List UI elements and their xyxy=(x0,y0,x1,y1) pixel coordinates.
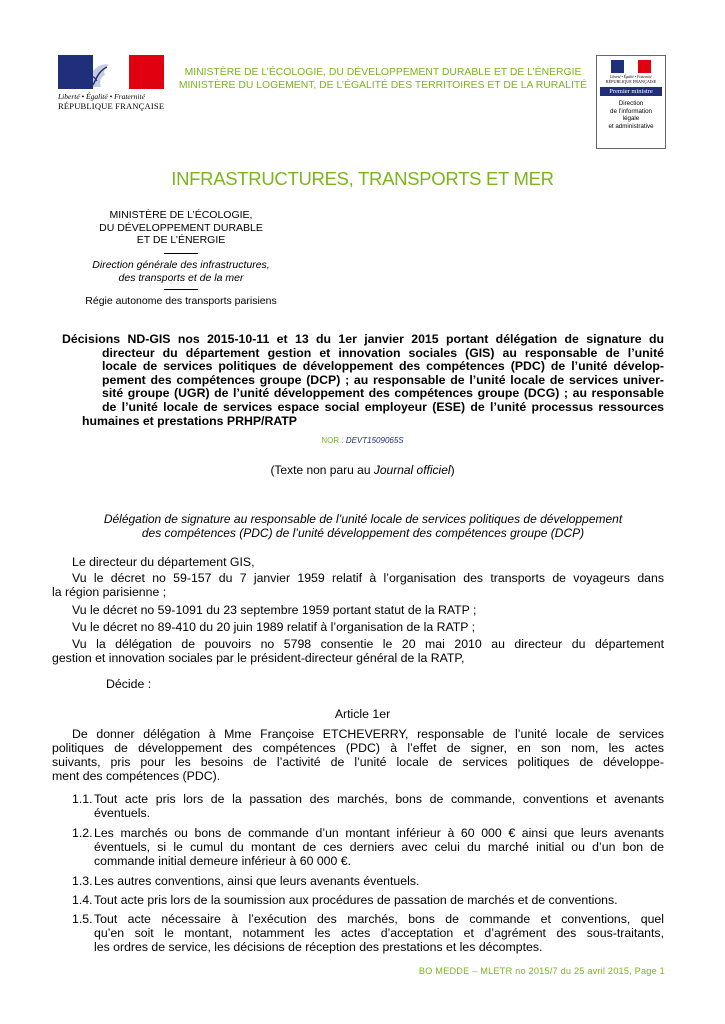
list-item: 1.3. Les autres conventions, ainsi que leurs avenants éventuels. xyxy=(72,874,420,888)
list-item: 1.1. Tout acte pris lors de la passation des marchés, bons de commande, conventions et avenants éventuels. xyxy=(72,792,664,820)
not-published-note: (Texte non paru au Journal officiel) xyxy=(270,463,455,477)
separator xyxy=(164,289,198,290)
decide-label: Décide : xyxy=(106,677,152,691)
ministries-header xyxy=(178,66,588,92)
ministry-ecology: MINISTÈRE DE L’ÉCOLOGIE, DU DÉVELOPPEMENT DURABLE ET DE L’ÉNERGIE xyxy=(184,67,582,78)
org-ratp: Régie autonome des transports parisiens xyxy=(85,295,277,307)
ministry-housing: MINISTÈRE DU LOGEMENT, DE L’ÉGALITÉ DES TERRITOIRES ET DE LA RURALITÉ xyxy=(178,80,588,91)
decision-title: Décisions ND-GIS nos 2015-10-11 et 13 du 1er janvier 2015 portant délégation de signature du directeur du département gestion et innovation sociales (GIS) au responsable de l’unité locale de services politiques de développement des compétences (PDC) de l’unité dévelop- pement des compétences groupe (DCP) ; au responsable de l’unité locale de services univer- sité groupe (UGR) de l’unité développement des compétences groupe (DCG) ; au responsable de l’unité locale de services espace social employeur (ESE) de l’unité processus ressources humaines et prestations PRHP/RATP xyxy=(62,332,664,428)
premier-ministre-logo xyxy=(596,55,666,149)
logo-republic: RÉPUBLIQUE FRANÇAISE xyxy=(58,101,165,111)
section-title: INFRASTRUCTURES, TRANSPORTS ET MER xyxy=(171,168,554,189)
vu-delegation-5798: Vu la délégation de pouvoirs no 5798 consentie le 20 mai 2010 au directeur du département gestion et innovation sociales par le président-directeur général de la RATP, xyxy=(52,637,664,665)
director-line: Le directeur du département GIS, xyxy=(72,555,255,569)
nor-reference: NOR : DEVT1509065S xyxy=(321,436,404,445)
dila-label: Direction de l’information légale et administrative xyxy=(608,100,654,130)
pm-motto: Liberté • Égalité • Fraternité xyxy=(610,75,652,79)
separator xyxy=(164,253,198,254)
org-direction: Direction générale des infrastructures, des transports et de la mer xyxy=(92,259,270,284)
article-heading: Article 1er xyxy=(334,707,391,721)
vu-decret-89-410: Vu le décret no 89-410 du 20 juin 1989 relatif à l’organisation de la RATP ; xyxy=(72,620,476,634)
logo-motto: Liberté • Égalité • Fraternité xyxy=(58,92,145,101)
pm-republic: RÉPUBLIQUE FRANÇAISE xyxy=(605,79,657,84)
article-paragraph: De donner délégation à Mme Françoise ETCHEVERRY, responsable de l’unité locale de services politiques de développement des compétences (PDC) à l’effet de signer, en son nom, les actes suivants, pris pour les besoins de l’activité de l’unité locale de services politiques de développe- ment des compétences (PDC). xyxy=(52,727,664,783)
org-ministry: MINISTÈRE DE L’ÉCOLOGIE, DU DÉVELOPPEMENT DURABLE ET DE L’ÉNERGIE xyxy=(99,209,263,246)
pm-flag-icon xyxy=(611,60,651,73)
page-footer: BO MEDDE – MLETR no 2015/7 du 25 avril 2015, Page 1 xyxy=(418,966,665,976)
marianne-flag-icon xyxy=(58,55,164,89)
list-item: 1.2. Les marchés ou bons de commande d’un montant inférieur à 60 000 € ainsi que leurs avenants éventuels, si le cumul du montant de ces derniers avec celui du marché initial ou d’un bon de commande initial demeure inférieur à 60 000 €. xyxy=(72,826,664,868)
delegation-subtitle: Délégation de signature au responsable de l’unité locale de services politiques de développement des compétences (PDC) de l’unité développement des compétences groupe (DCP) xyxy=(103,512,623,540)
pm-band: Premier ministre xyxy=(600,87,662,96)
vu-decret-59-157: Vu le décret no 59-157 du 7 janvier 1959 relatif à l’organisation des transports de voyageurs dans la région parisienne ; xyxy=(52,571,664,599)
list-item: 1.4. Tout acte pris lors de la soumission aux procédures de passation de marchés et de conventions. xyxy=(72,893,618,907)
republique-francaise-logo xyxy=(58,55,168,111)
vu-decret-59-1091: Vu le décret no 59-1091 du 23 septembre 1959 portant statut de la RATP ; xyxy=(72,603,477,617)
list-item: 1.5. Tout acte nécessaire à l’exécution des marchés, bons de commande et conventions, quel qu’en soit le montant, notamment les actes d’acceptation et d’agrément des sous-traitants, les ordres de service, les décisions de réception des prestations et les décomptes. xyxy=(72,912,664,954)
